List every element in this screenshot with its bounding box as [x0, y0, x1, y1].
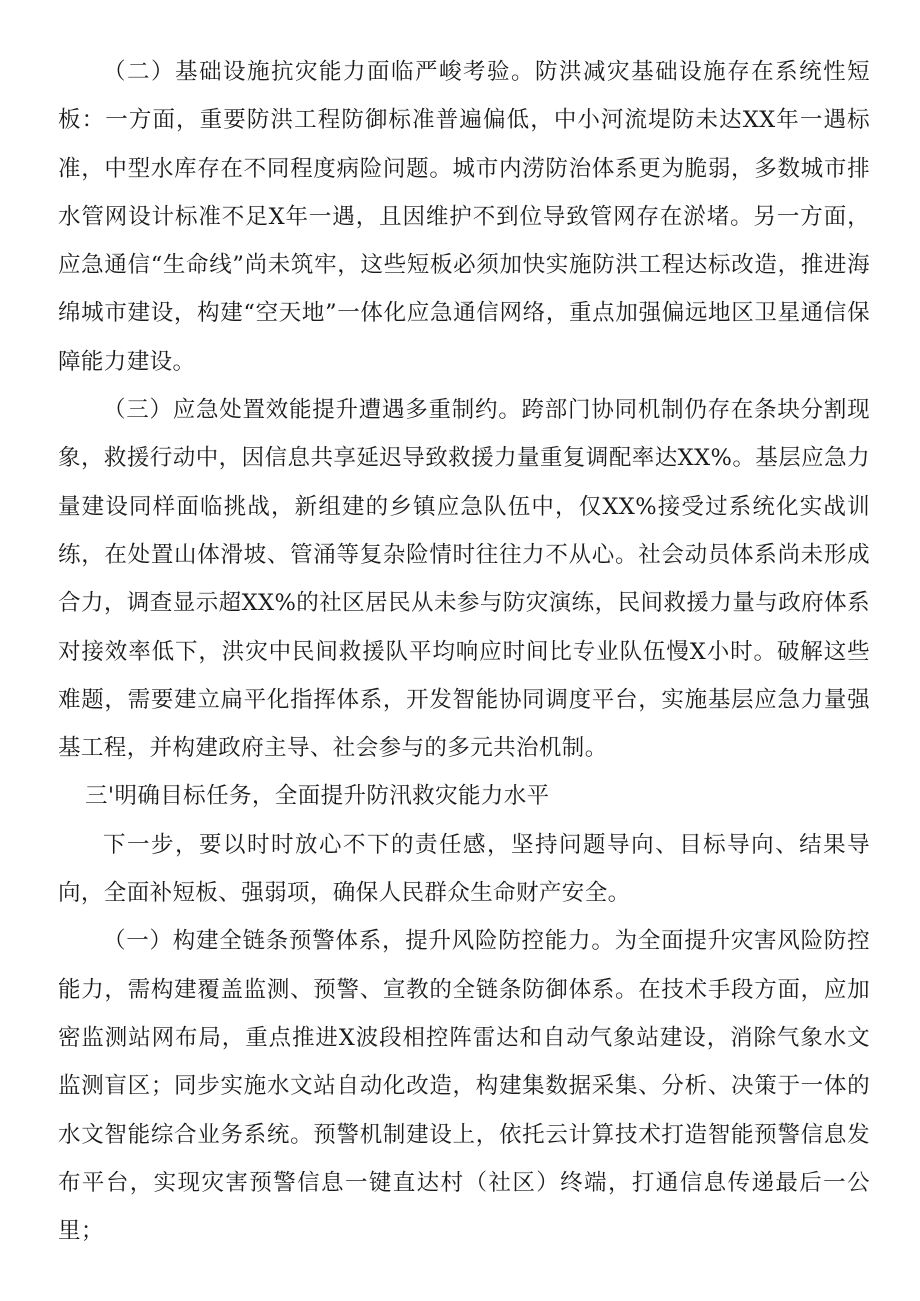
paragraph-next-steps: 下一步，要以时时放心不下的责任感，坚持问题导向、目标导向、结果导向，全面补短板、强弱项，确保人民群众生命财产安全。	[58, 831, 870, 907]
paragraph-emergency-response: （三）应急处置效能提升遭遇多重制约。跨部门协同机制仍存在条块分割现象，救援行动中，因信息共享延迟导致救援力量重复调配率达XX%。基层应急力量建设同样面临挑战，新组建的乡镇应急队伍中，仅XX%接受过系统化实战训练，在处置山体滑坡、管涌等复杂险情时往往力不从心。社会动员体系尚未形成合力，调查显示超XX%的社区居民从未参与防灾演练，民间救援力量与政府体系对接效率低下，洪灾中民间救援队平均响应时间比专业队伍慢X小时。破解这些难题，需要建立扁平化指挥体系，开发智能协同调度平台，实施基层应急力量强基工程，并构建政府主导、社会参与的多元共治机制。	[58, 397, 870, 762]
document-page	[58, 48, 870, 1255]
paragraph-warning-system: （一）构建全链条预警体系，提升风险防控能力。为全面提升灾害风险防控能力，需构建覆盖监测、预警、宣教的全链条防御体系。在技术手段方面，应加密监测站网布局，重点推进X波段相控阵雷达和自动气象站建设，消除气象水文监测盲区；同步实施水文站自动化改造，构建集数据采集、分析、决策于一体的水文智能综合业务系统。预警机制建设上，依托云计算技术打造智能预警信息发布平台，实现灾害预警信息一键直达村（社区）终端，打通信息传递最后一公里；	[58, 928, 870, 1245]
section-heading: 三'明确目标任务，全面提升防汛救灾能力水平	[85, 783, 550, 810]
paragraph-infrastructure: （二）基础设施抗灾能力面临严峻考验。防洪减灾基础设施存在系统性短板：一方面，重要防洪工程防御标准普遍偏低，中小河流堤防未达XX年一遇标准，中型水库存在不同程度病险问题。城市内涝防治体系更为脆弱，多数城市排水管网设计标准不足X年一遇，且因维护不到位导致管网存在淤堵。另一方面，应急通信“生命线”尚未筑牢，这些短板必须加快实施防洪工程达标改造，推进海绵城市建设，构建“空天地”一体化应急通信网络，重点加强偏远地区卫星通信保障能力建设。	[58, 59, 870, 375]
